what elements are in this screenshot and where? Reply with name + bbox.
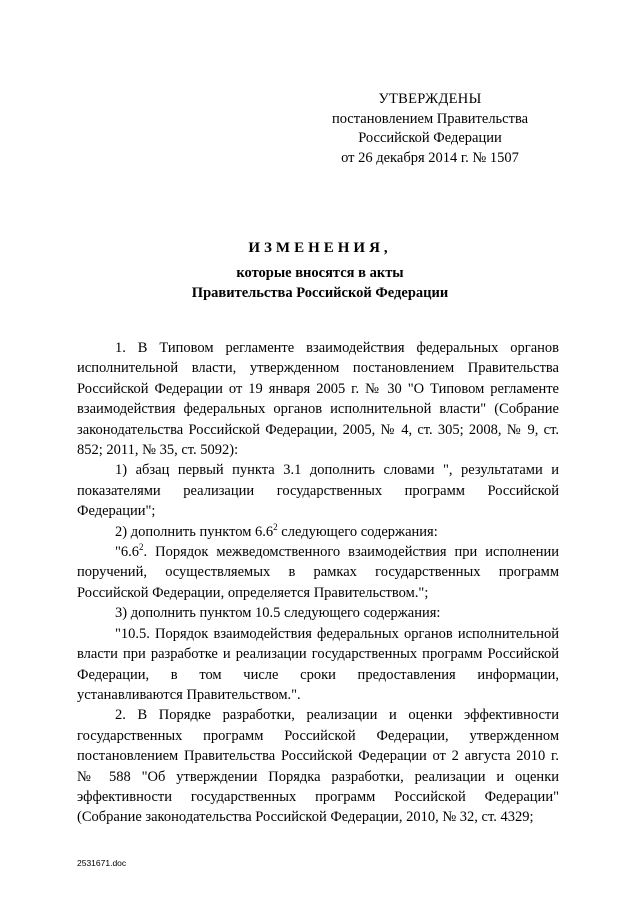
paragraph-7: 2. В Порядке разработки, реализации и оценки эффективности государственных программ Российской Федерации, утвержденном постановлением Правительства Российской Федерации от 2 августа 2010 г. № 588 "Об утверждении Порядка разработки, реализации и оценки эффективности государственных программ Российской Федерации" (Собрание законодательства Российской Федерации, 2010, № 32, ст. 4329; <box>77 707 559 826</box>
paragraph-3-text-a: 2) дополнить пунктом 6.6 <box>115 523 274 540</box>
paragraph-3 <box>77 522 559 542</box>
paragraph-3-superscript: 2 <box>273 521 278 532</box>
approval-line-1: постановлением Правительства <box>331 110 529 127</box>
paragraph-6: "10.5. Порядок взаимодействия федеральных органов исполнительной власти при разработке и реализации государственных программ Российской Федерации, в том числе сроки предоставления информации, устанавливаются Правительством.". <box>77 625 559 703</box>
file-name-footer: 2531671.doc <box>77 858 127 868</box>
subtitle-line-1: которые вносятся в акты <box>236 265 404 281</box>
paragraph-4 <box>77 542 559 603</box>
paragraph-2: 1) абзац первый пункта 3.1 дополнить словами ", результатами и показателями реализации государственных программ Российской Федерации"; <box>77 462 559 520</box>
approval-heading: УТВЕРЖДЕНЫ <box>378 91 482 107</box>
document-title-block <box>0 238 640 303</box>
subtitle-line-2: Правительства Российской Федерации <box>191 285 449 301</box>
paragraph-4-superscript: 2 <box>139 542 144 553</box>
document-title: ИЗМЕНЕНИЯ, <box>248 240 392 256</box>
approval-block <box>300 90 560 168</box>
paragraph-4-text-a: "6.6 <box>115 544 140 561</box>
paragraph-3-text-b: следующего содержания: <box>277 523 438 540</box>
paragraph-5: 3) дополнить пунктом 10.5 следующего содержания: <box>115 605 441 622</box>
approval-line-3: от 26 декабря 2014 г. № 1507 <box>341 149 519 166</box>
approval-line-2: Российской Федерации <box>358 130 502 146</box>
paragraph-4-text-b: . Порядок межведомственного взаимодействия при исполнении поручений, осуществляемых в рамках государственных программ Российской Федерации, определяется Правительством."; <box>77 544 559 601</box>
document-body <box>77 338 559 828</box>
paragraph-1: 1. В Типовом регламенте взаимодействия федеральных органов исполнительной власти, утвержденном постановлением Правительства Российской Федерации от 19 января 2005 г. № 30 "О Типовом регламенте взаимодействия федеральных органов исполнительной власти" (Собрание законодательства Российской Федерации, 2005, № 4, ст. 305; 2008, № 9, ст. 852; 2011, № 35, ст. 5092): <box>77 340 559 459</box>
document-subtitle <box>0 263 640 303</box>
